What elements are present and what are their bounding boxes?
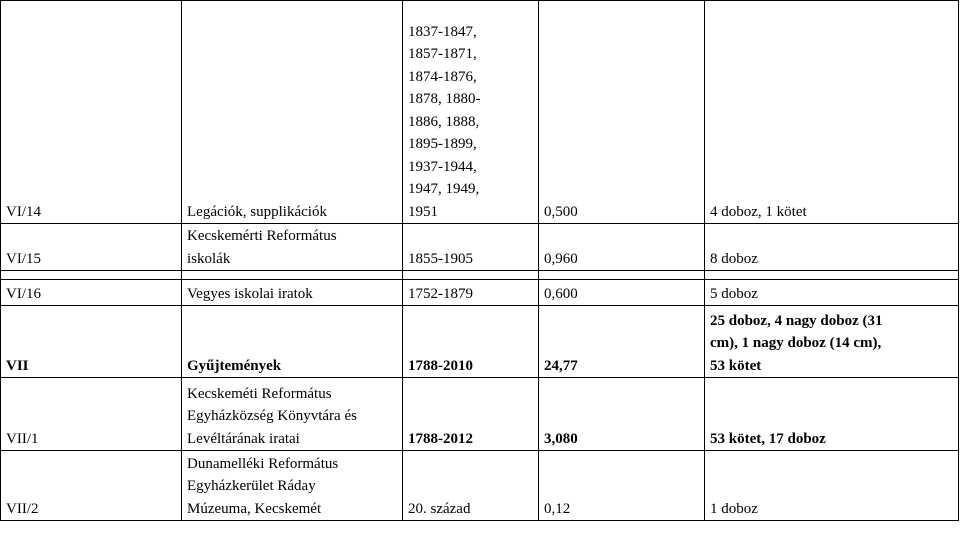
- size-cell: 0,960: [539, 224, 705, 271]
- table-row: [1, 378, 959, 451]
- size-cell: 0,12: [539, 451, 705, 521]
- table-row: [1, 451, 959, 521]
- units-cell: 25 doboz, 4 nagy doboz (31 cm), 1 nagy doboz (14 cm), 53 kötet: [705, 306, 959, 378]
- code-cell: VII/1: [1, 378, 182, 451]
- units-cell: 4 doboz, 1 kötet: [705, 1, 959, 224]
- years-cell: 1788-2010: [403, 306, 539, 378]
- title-cell: Gyűjtemények: [182, 306, 403, 378]
- table-row: [1, 306, 959, 378]
- table-row: [1, 224, 959, 271]
- title-cell: Legációk, supplikációk: [182, 1, 403, 224]
- units-cell: 8 doboz: [705, 224, 959, 271]
- years-cell: 20. század: [403, 451, 539, 521]
- units-cell: 5 doboz: [705, 280, 959, 306]
- size-cell: 24,77: [539, 306, 705, 378]
- units-cell: 53 kötet, 17 doboz: [705, 378, 959, 451]
- title-cell: Vegyes iskolai iratok: [182, 280, 403, 306]
- size-cell: 0,500: [539, 1, 705, 224]
- title-cell: Kecskeméti Református Egyházközség Könyvtára és Levéltárának iratai: [182, 378, 403, 451]
- years-cell: 1788-2012: [403, 378, 539, 451]
- code-cell: VII/2: [1, 451, 182, 521]
- spacer-row: [1, 271, 959, 280]
- years-cell: 1752-1879: [403, 280, 539, 306]
- size-cell: 3,080: [539, 378, 705, 451]
- table-row: [1, 280, 959, 306]
- years-cell: 1855-1905: [403, 224, 539, 271]
- title-cell: Dunamelléki Református Egyházkerület Ráday Múzeuma, Kecskemét: [182, 451, 403, 521]
- code-cell: VI/14: [1, 1, 182, 224]
- code-cell: VI/15: [1, 224, 182, 271]
- code-cell: VII: [1, 306, 182, 378]
- years-cell: 1837-1847, 1857-1871, 1874-1876, 1878, 1880- 1886, 1888, 1895-1899, 1937-1944, 1947, 1949, 1951: [403, 1, 539, 224]
- size-cell: 0,600: [539, 280, 705, 306]
- code-cell: VI/16: [1, 280, 182, 306]
- title-cell: Kecskemérti Református iskolák: [182, 224, 403, 271]
- units-cell: 1 doboz: [705, 451, 959, 521]
- table-row: [1, 1, 959, 224]
